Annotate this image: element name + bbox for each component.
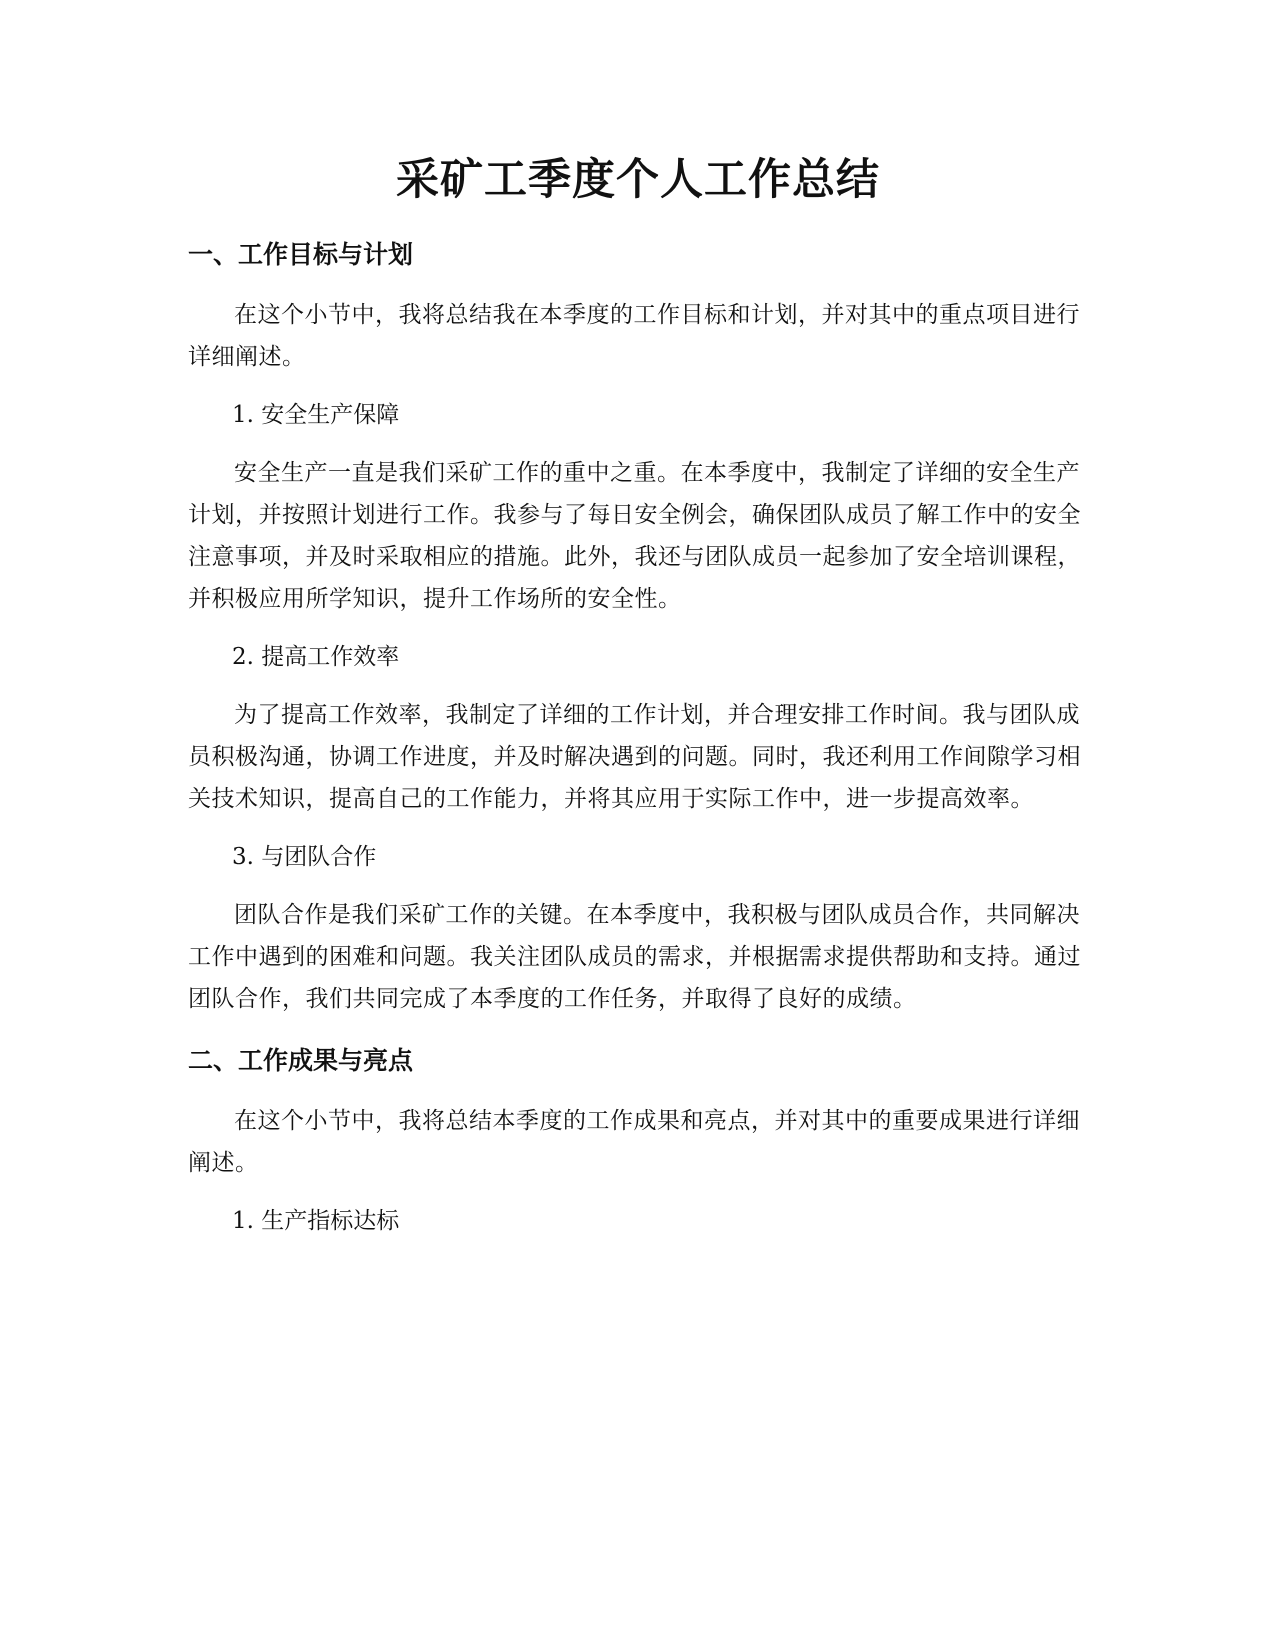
subsection-label-production: 1. 生产指标达标	[232, 1208, 400, 1234]
subsection-body-safety: 安全生产一直是我们采矿工作的重中之重。在本季度中，我制定了详细的安全生产计划，并按照计划进行工作。我参与了每日安全例会，确保团队成员了解工作中的安全注意事项，并及时采取相应的措施。此外，我还与团队成员一起参加了安全培训课程，并积极应用所学知识，提升工作场所的安全性。	[188, 460, 1081, 612]
subsection-label-efficiency: 2. 提高工作效率	[232, 644, 400, 670]
section-heading-goals: 一、工作目标与计划	[188, 240, 414, 269]
section-intro-paragraph: 在这个小节中，我将总结我在本季度的工作目标和计划，并对其中的重点项目进行详细阐述。	[188, 302, 1080, 370]
subsection-label-teamwork: 3. 与团队合作	[232, 844, 377, 870]
subsection-body-efficiency: 为了提高工作效率，我制定了详细的工作计划，并合理安排工作时间。我与团队成员积极沟通，协调工作进度，并及时解决遇到的问题。同时，我还利用工作间隙学习相关技术知识，提高自己的工作能力，并将其应用于实际工作中，进一步提高效率。	[188, 702, 1081, 812]
document-title: 采矿工季度个人工作总结	[396, 155, 880, 205]
subsection-body-teamwork: 团队合作是我们采矿工作的关键。在本季度中，我积极与团队成员合作，共同解决工作中遇到的困难和问题。我关注团队成员的需求，并根据需求提供帮助和支持。通过团队合作，我们共同完成了本季度的工作任务，并取得了良好的成绩。	[188, 902, 1081, 1012]
section-intro-paragraph: 在这个小节中，我将总结本季度的工作成果和亮点，并对其中的重要成果进行详细阐述。	[188, 1108, 1080, 1176]
section-heading-results: 二、工作成果与亮点	[188, 1046, 414, 1075]
subsection-label-safety: 1. 安全生产保障	[232, 402, 400, 428]
document-content	[188, 148, 1088, 1238]
